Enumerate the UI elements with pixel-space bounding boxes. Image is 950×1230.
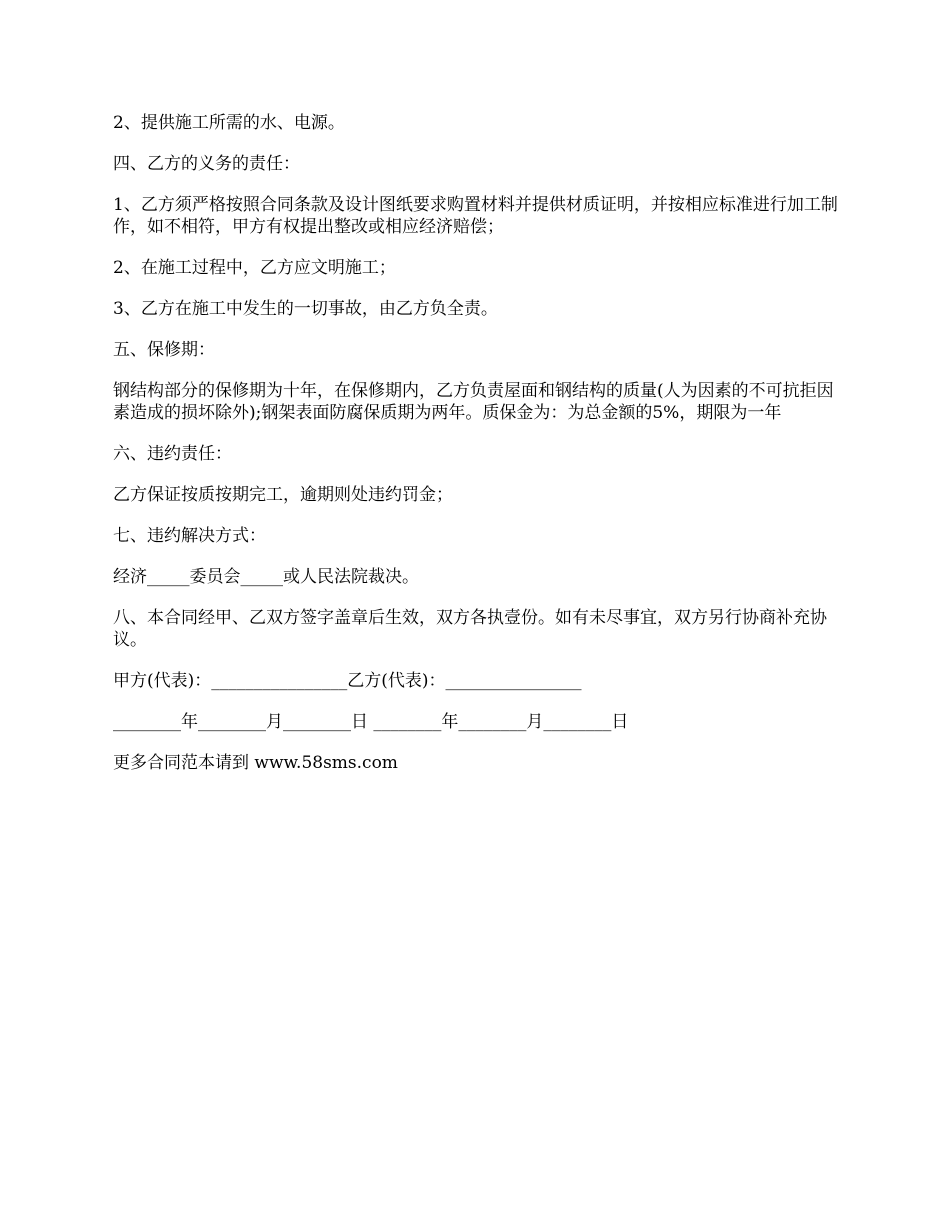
- clause-accident-liability: 3、乙方在施工中发生的一切事故，由乙方负全责。: [113, 299, 498, 319]
- clause-warranty-terms: 钢结构部分的保修期为十年，在保修期内，乙方负责屋面和钢结构的质量(人为因素的不可抗拒因素造成的损坏除外);钢架表面防腐保质期为两年。质保金为：为总金额的5%，期限为一年: [113, 381, 834, 423]
- clause-dispute-resolution: 经济_____委员会_____或人民法院裁决。: [113, 567, 419, 587]
- date-line: ________年________月________日 ________年________月________日: [113, 712, 629, 732]
- clause-materials: 1、乙方须严格按照合同条款及设计图纸要求购置材料并提供材质证明，并按相应标准进行加工制作，如不相符，甲方有权提出整改或相应经济赔偿；: [113, 195, 838, 237]
- heading-party-b-obligations: 四、乙方的义务的责任：: [113, 154, 300, 174]
- footer-more-templates: 更多合同范本请到 www.58sms.com: [113, 753, 398, 773]
- clause-effectiveness: 八、本合同经甲、乙双方签字盖章后生效，双方各执壹份。如有未尽事宜，双方另行协商补充协议。: [113, 608, 827, 650]
- heading-breach-liability: 六、违约责任：: [113, 444, 232, 464]
- clause-breach-penalty: 乙方保证按质按期完工，逾期则处违约罚金；: [113, 485, 453, 505]
- clause-water-power: 2、提供施工所需的水、电源。: [113, 113, 345, 133]
- heading-warranty: 五、保修期：: [113, 340, 215, 360]
- signature-line: 甲方(代表)：________________乙方(代表)：________________: [113, 671, 582, 691]
- heading-dispute-resolution: 七、违约解决方式：: [113, 526, 266, 546]
- contract-page: [113, 112, 843, 793]
- clause-civilized-construction: 2、在施工过程中，乙方应文明施工；: [113, 258, 396, 278]
